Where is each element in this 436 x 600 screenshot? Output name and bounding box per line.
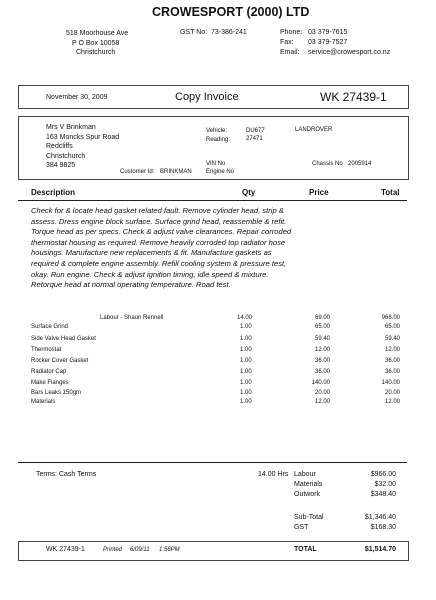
invoice-title: Copy Invoice	[175, 91, 239, 103]
item-description: Rocker Cover Gasket	[31, 358, 89, 364]
item-price: 12.00	[314, 399, 330, 405]
fax-number: 03 379-7527	[308, 39, 348, 46]
customer-id: BRINKMAN	[160, 169, 192, 175]
item-qty: 1.00	[240, 369, 252, 375]
footer-invoice-number: WK 27439-1	[46, 546, 85, 553]
email-label: Email:	[280, 49, 300, 56]
company-address	[66, 29, 128, 58]
labour-amount: $966.00	[370, 471, 396, 478]
item-description: Side Valve Head Gasket	[31, 336, 96, 342]
chassis-label: Chassis No	[312, 161, 343, 167]
item-price: 12.00	[314, 347, 330, 353]
company-name: CROWESPORT (2000) LTD	[152, 5, 310, 19]
item-description: Materials	[31, 399, 56, 405]
item-price: 20.00	[314, 390, 330, 396]
item-price: 59.40	[314, 336, 330, 342]
work-description: Check for & locate head gasket related fault. Remove cylinder head, strip & assess. Dress engine block surface. Surface grind head, reassemble & refit. Torque head as per specs. Check & adjust valve clearances. Repair corroded thermostat housing as required. Remove heavily corroded top radiator hose housings. Manufacture new replacements & fit. Manufacture gaskets as required & complete engine assembly. Refill cooling system & pressure test, okay. Run engine. Check & adjust ignition timing, idle speed & mixture. Retorque head at normal operating temperature. Road test.	[31, 206, 292, 290]
item-description: Bars Leaks 150gm	[31, 390, 82, 396]
chassis-value: 2005914	[348, 161, 372, 167]
materials-amount: $32.00	[374, 481, 396, 488]
grand-total-amount: $1,514.70	[364, 546, 396, 553]
column-description: Description	[31, 188, 76, 197]
line-item-row	[0, 399, 436, 409]
item-total: 36.00	[384, 358, 400, 364]
item-price: 36.00	[314, 369, 330, 375]
subtotal-amount: $1,346.40	[364, 514, 396, 521]
item-price: 65.00	[314, 324, 330, 330]
invoice-number: WK 27439-1	[320, 90, 387, 104]
outwork-label: Outwork	[294, 491, 321, 498]
printed-time: 1:56PM	[159, 547, 180, 553]
item-qty: 1.00	[240, 336, 252, 342]
gst-amount: $168.30	[370, 524, 396, 531]
item-qty: 1.00	[240, 390, 252, 396]
item-qty: 1.00	[240, 399, 252, 405]
item-qty: 14.00	[237, 315, 253, 321]
payment-terms: Terms: Cash Terms	[36, 471, 97, 478]
item-total: 12.00	[384, 347, 400, 353]
gst-total-label: GST	[294, 524, 309, 531]
customer-id-label: Customer Id:	[120, 169, 155, 175]
item-total: 20.00	[384, 390, 400, 396]
item-total: 65.00	[384, 324, 400, 330]
grand-total-label: TOTAL	[294, 546, 317, 553]
subtotal-label: Sub-Total	[294, 514, 324, 521]
phone-number: 03 379-7615	[308, 29, 348, 36]
line-item-row	[0, 336, 436, 346]
address-line: Christchurch	[76, 49, 116, 56]
customer-line: Redcliffs	[46, 143, 73, 150]
customer-line: 163 Moncks Spur Road	[46, 133, 120, 141]
labour-hours: 14.00 Hrs	[258, 471, 289, 478]
gst-number: 73-386-241	[211, 29, 247, 36]
customer-line: Christchurch	[46, 152, 86, 160]
item-qty: 1.00	[240, 358, 252, 364]
address-line: P O Box 10058	[72, 39, 120, 47]
item-qty: 1.00	[240, 347, 252, 353]
item-price: 140.00	[311, 380, 330, 386]
vehicle-code: DU677	[246, 128, 265, 134]
reading-label: Reading:	[206, 137, 231, 143]
line-item-row	[0, 347, 436, 357]
labour-label: Labour	[294, 471, 316, 478]
line-item-row	[0, 380, 436, 390]
column-total: Total	[381, 188, 400, 197]
vehicle-label: Vehicle:	[206, 128, 228, 134]
fax-label: Fax:	[280, 39, 294, 46]
item-price: 36.00	[314, 358, 330, 364]
item-description: Radiator Cap	[31, 369, 67, 375]
reading-value: 27471	[246, 136, 263, 142]
item-price: 69.00	[314, 315, 330, 321]
item-qty: 1.00	[240, 324, 252, 330]
materials-label: Materials	[294, 481, 323, 488]
item-qty: 1.00	[240, 380, 252, 386]
item-total: 36.00	[384, 369, 400, 375]
address-line: 518 Moorhouse Ave	[66, 30, 129, 37]
printed-date: 6/09/11	[130, 547, 150, 553]
customer-address	[46, 123, 119, 171]
line-item-row	[0, 369, 436, 379]
item-description: Labour - Shaun Rennell	[100, 315, 164, 321]
customer-line: 384 9825	[46, 162, 76, 169]
customer-line: Mrs V Brinkman	[46, 124, 96, 131]
phone-label: Phone:	[280, 29, 303, 36]
item-description: Make Flanges	[31, 380, 69, 386]
item-description: Thermostat	[31, 347, 62, 353]
item-total: 59.40	[384, 336, 400, 342]
email-address: service@crowesport.co.nz	[308, 49, 391, 56]
engine-label: Engine No	[206, 169, 235, 175]
line-item-row	[0, 324, 436, 334]
vehicle-make: LANDROVER	[295, 127, 333, 133]
item-total: 12.00	[384, 399, 400, 405]
column-qty: Qty	[242, 188, 256, 197]
vin-label: VIN No	[206, 161, 226, 167]
gst-label: GST No:	[180, 29, 208, 36]
summary-divider	[18, 462, 407, 463]
printed-label: Printed	[103, 547, 123, 553]
item-total: 140.00	[381, 380, 400, 386]
invoice-date: November 30, 2009	[46, 94, 108, 101]
item-description: Surface Grind	[31, 324, 69, 330]
line-item-row	[0, 358, 436, 368]
outwork-amount: $348.40	[370, 491, 396, 498]
item-total: 966.00	[381, 315, 400, 321]
column-price: Price	[309, 188, 329, 197]
header-divider	[18, 200, 407, 201]
